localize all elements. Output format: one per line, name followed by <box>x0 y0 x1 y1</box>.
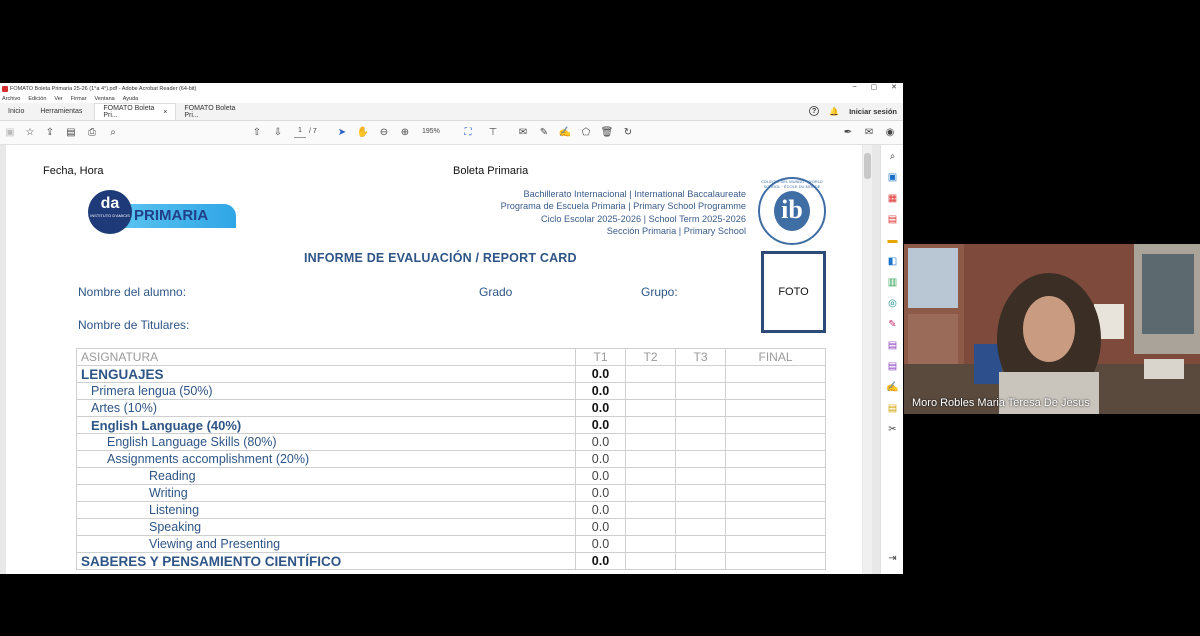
grade-t3 <box>676 417 726 434</box>
grade-t2 <box>626 383 676 400</box>
ib-line: Bachillerato Internacional | International Baccalaureate <box>523 189 746 199</box>
grade-t3 <box>676 383 726 400</box>
photo-label: FOTO <box>778 286 809 298</box>
toolbar <box>0 121 903 145</box>
subject-name: Primera lengua (50%) <box>77 383 576 400</box>
subject-name: LENGUAJES <box>77 366 576 383</box>
logo-subtitle: INSTITUTO D'AMICIS <box>90 213 130 218</box>
grade-t3 <box>676 485 726 502</box>
organize-pages-icon[interactable]: ▦ <box>887 193 898 204</box>
table-row <box>77 485 826 502</box>
file-icon[interactable]: ▤ <box>66 127 76 138</box>
subject-name: SABERES Y PENSAMIENTO CIENTÍFICO <box>77 553 576 570</box>
request-signature-icon[interactable]: ✍ <box>886 382 899 393</box>
table-row <box>77 383 826 400</box>
table-row <box>77 502 826 519</box>
grade-t3 <box>676 451 726 468</box>
close-tab-icon[interactable]: × <box>163 108 168 116</box>
grade-t1: 0.0 <box>576 553 626 570</box>
grade-t2 <box>626 434 676 451</box>
grade-t2 <box>626 502 676 519</box>
subject-name: Artes (10%) <box>77 400 576 417</box>
sign-icon[interactable]: ✍ <box>558 127 572 138</box>
select-cursor-icon[interactable]: ➤ <box>337 127 347 138</box>
close-window-button[interactable]: ✕ <box>891 84 897 91</box>
grade-t1: 0.0 <box>576 536 626 553</box>
menu-ventana[interactable]: Ventana <box>94 95 115 102</box>
tab-document-label: FOMATO Boleta Pri... <box>103 105 155 119</box>
subject-name: Assignments accomplishment (20%) <box>77 451 576 468</box>
table-row <box>77 400 826 417</box>
tab-bar <box>0 103 903 121</box>
page-number-input[interactable]: 1 <box>294 127 306 138</box>
ib-mark: ib <box>774 191 810 231</box>
email-icon[interactable]: ✉ <box>864 127 874 138</box>
scan-icon[interactable]: ◎ <box>888 298 897 309</box>
star-icon[interactable]: ☆ <box>25 127 35 138</box>
grade-t3 <box>676 502 726 519</box>
window-title: FOMATO Boleta Primaria 25-26 (1°a 4°).pdf - Adobe Acrobat Reader (64-bit) <box>10 85 197 92</box>
boleta-primaria: Boleta Primaria <box>453 165 529 177</box>
student-name-label: Nombre del alumno: <box>78 285 187 299</box>
tab-inicio[interactable]: Inicio <box>8 108 25 115</box>
subject-name: English Language Skills (80%) <box>77 434 576 451</box>
grade-final <box>726 485 826 502</box>
grade-t2 <box>626 519 676 536</box>
grade-t1: 0.0 <box>576 434 626 451</box>
grade-t1: 0.0 <box>576 485 626 502</box>
signin-button[interactable]: Iniciar sesión <box>849 106 897 116</box>
fit-page-icon[interactable]: ⛶ <box>464 127 472 138</box>
protect-icon[interactable]: ▤ <box>887 340 898 351</box>
ib-line: Programa de Escuela Primaria | Primary School Programme <box>500 201 746 212</box>
table-row <box>77 417 826 434</box>
tab-document-2[interactable]: FOMATO Boleta Pri... <box>184 104 236 119</box>
grade-t1: 0.0 <box>576 502 626 519</box>
grade-t1: 0.0 <box>576 519 626 536</box>
grade-t1: 0.0 <box>576 451 626 468</box>
grade-t2 <box>626 451 676 468</box>
zoom-in-icon[interactable]: ⊕ <box>400 127 410 138</box>
header-final: FINAL <box>726 349 826 366</box>
grade-final <box>726 536 826 553</box>
grade-t2 <box>626 553 676 570</box>
help-icon[interactable]: ? <box>809 106 819 116</box>
maximize-button[interactable]: ▢ <box>870 84 878 91</box>
collapse-panel-icon[interactable]: ⇥ <box>888 553 897 564</box>
title-bar <box>0 83 903 94</box>
hand-tool-icon[interactable]: ✋ <box>356 127 370 138</box>
rotate-icon[interactable]: ↻ <box>623 127 633 138</box>
tools-panel <box>880 145 903 574</box>
grade-t2 <box>626 417 676 434</box>
combine-icon[interactable]: ◧ <box>887 256 898 267</box>
menu-firmar[interactable]: Firmar <box>70 95 87 102</box>
zoom-search-icon[interactable]: ⌕ <box>889 151 896 162</box>
menu-edicion[interactable]: Edición <box>28 95 47 102</box>
participant-name: Moro Robles Maria Teresa De Jesus <box>912 397 1090 409</box>
pen-icon[interactable]: ✎ <box>539 127 549 138</box>
document-area <box>0 145 880 574</box>
subject-name: Speaking <box>77 519 576 536</box>
prev-page-icon[interactable]: ⇧ <box>252 127 262 138</box>
grade-t2 <box>626 536 676 553</box>
grade-t2 <box>626 366 676 383</box>
group-label: Grupo: <box>641 285 678 299</box>
export-pdf-icon[interactable]: ▣ <box>887 172 898 183</box>
grade-label: Grado <box>479 285 513 299</box>
grade-t3 <box>676 434 726 451</box>
delete-icon[interactable]: 🗑 <box>600 127 614 138</box>
table-row <box>77 468 826 485</box>
share-icon[interactable]: ◉ <box>885 127 895 138</box>
fill-sign-icon[interactable]: ✒ <box>843 127 853 138</box>
menu-bar <box>0 94 903 103</box>
next-page-icon[interactable]: ⇩ <box>273 127 283 138</box>
vertical-scrollbar[interactable] <box>863 145 872 574</box>
table-row <box>77 366 826 383</box>
edit-pdf-icon[interactable]: ▥ <box>887 277 898 288</box>
zoom-out-icon[interactable]: ⊖ <box>379 127 389 138</box>
grade-final <box>726 451 826 468</box>
header-t1: T1 <box>576 349 626 366</box>
logo-label: PRIMARIA <box>134 207 209 224</box>
upload-icon[interactable]: ⇪ <box>45 127 55 138</box>
ib-line: Sección Primaria | Primary School <box>606 226 746 237</box>
menu-ver[interactable]: Ver <box>54 95 63 102</box>
save-icon[interactable]: ▣ <box>5 127 15 138</box>
webcam-video <box>904 244 1200 414</box>
create-pdf-icon[interactable]: ▤ <box>887 214 898 225</box>
scrollbar-thumb[interactable] <box>864 153 871 179</box>
table-row <box>77 519 826 536</box>
page-total: / 7 <box>309 128 317 135</box>
pdf-page <box>6 145 862 574</box>
grade-t3 <box>676 519 726 536</box>
bell-icon[interactable]: 🔔 <box>829 106 840 116</box>
grade-final <box>726 502 826 519</box>
school-logo <box>88 190 236 234</box>
grade-final <box>726 468 826 485</box>
ib-header-text <box>501 188 746 238</box>
grade-final <box>726 400 826 417</box>
zoom-level[interactable]: 195% <box>422 128 440 135</box>
grade-t2 <box>626 400 676 417</box>
grade-t3 <box>676 536 726 553</box>
table-header-row <box>77 349 826 366</box>
subject-name: Reading <box>77 468 576 485</box>
grade-t3 <box>676 468 726 485</box>
acrobat-icon <box>2 86 8 92</box>
acrobat-window <box>0 83 903 574</box>
header-t3: T3 <box>676 349 726 366</box>
grade-t2 <box>626 485 676 502</box>
grade-final <box>726 417 826 434</box>
subject-name: Writing <box>77 485 576 502</box>
table-row <box>77 451 826 468</box>
grade-t3 <box>676 366 726 383</box>
webcam-image <box>904 244 1200 414</box>
more-tools-icon[interactable]: ✂ <box>888 424 897 435</box>
report-title: INFORME DE EVALUACIÓN / REPORT CARD <box>304 251 577 265</box>
minimize-button[interactable]: – <box>852 83 857 90</box>
grade-t1: 0.0 <box>576 468 626 485</box>
grade-final <box>726 553 826 570</box>
grade-t3 <box>676 400 726 417</box>
table-row <box>77 434 826 451</box>
grades-table <box>76 348 826 570</box>
subject-name: Viewing and Presenting <box>77 536 576 553</box>
fill-sign-tool-icon[interactable]: ✎ <box>888 319 897 330</box>
grade-final <box>726 434 826 451</box>
tab-document-active[interactable] <box>94 103 176 120</box>
titulares-label: Nombre de Titulares: <box>78 318 190 332</box>
grade-t2 <box>626 468 676 485</box>
logo-initials: da <box>100 195 120 212</box>
prepare-form-icon[interactable]: ▤ <box>887 361 898 372</box>
tab-herramientas[interactable]: Herramientas <box>40 108 83 115</box>
grade-t1: 0.0 <box>576 383 626 400</box>
search-icon[interactable]: ⌕ <box>110 127 116 138</box>
grade-t3 <box>676 553 726 570</box>
ib-world-school-logo <box>758 177 826 245</box>
grade-final <box>726 383 826 400</box>
header-t2: T2 <box>626 349 676 366</box>
print-icon[interactable]: ⎙ <box>88 127 96 138</box>
grade-final <box>726 366 826 383</box>
stamp-icon[interactable]: ⬠ <box>581 127 591 138</box>
comment-tool-icon[interactable]: ▬ <box>887 235 898 246</box>
header-asignatura: ASIGNATURA <box>77 349 576 366</box>
photo-box <box>761 251 826 333</box>
grade-t1: 0.0 <box>576 417 626 434</box>
subject-name: English Language (40%) <box>77 417 576 434</box>
menu-ayuda[interactable]: Ayuda <box>122 95 139 102</box>
menu-archivo[interactable]: Archivo <box>2 95 21 102</box>
subject-name: Listening <box>77 502 576 519</box>
scroll-mode-icon[interactable]: ⊤ <box>488 127 498 138</box>
grade-t1: 0.0 <box>576 400 626 417</box>
ib-ring-text: COLEGIO DEL MUNDO · WORLD SCHOOL · ÉCOLE DU MONDE <box>761 179 823 189</box>
grade-t1: 0.0 <box>576 366 626 383</box>
comment-icon[interactable]: ✉ <box>518 127 528 138</box>
grade-final <box>726 519 826 536</box>
table-row <box>77 553 826 570</box>
fecha-hora: Fecha, Hora <box>43 165 104 177</box>
table-row <box>77 536 826 553</box>
ib-line: Ciclo Escolar 2025-2026 | School Term 2025-2026 <box>541 213 746 224</box>
send-for-review-icon[interactable]: ▤ <box>887 403 898 414</box>
